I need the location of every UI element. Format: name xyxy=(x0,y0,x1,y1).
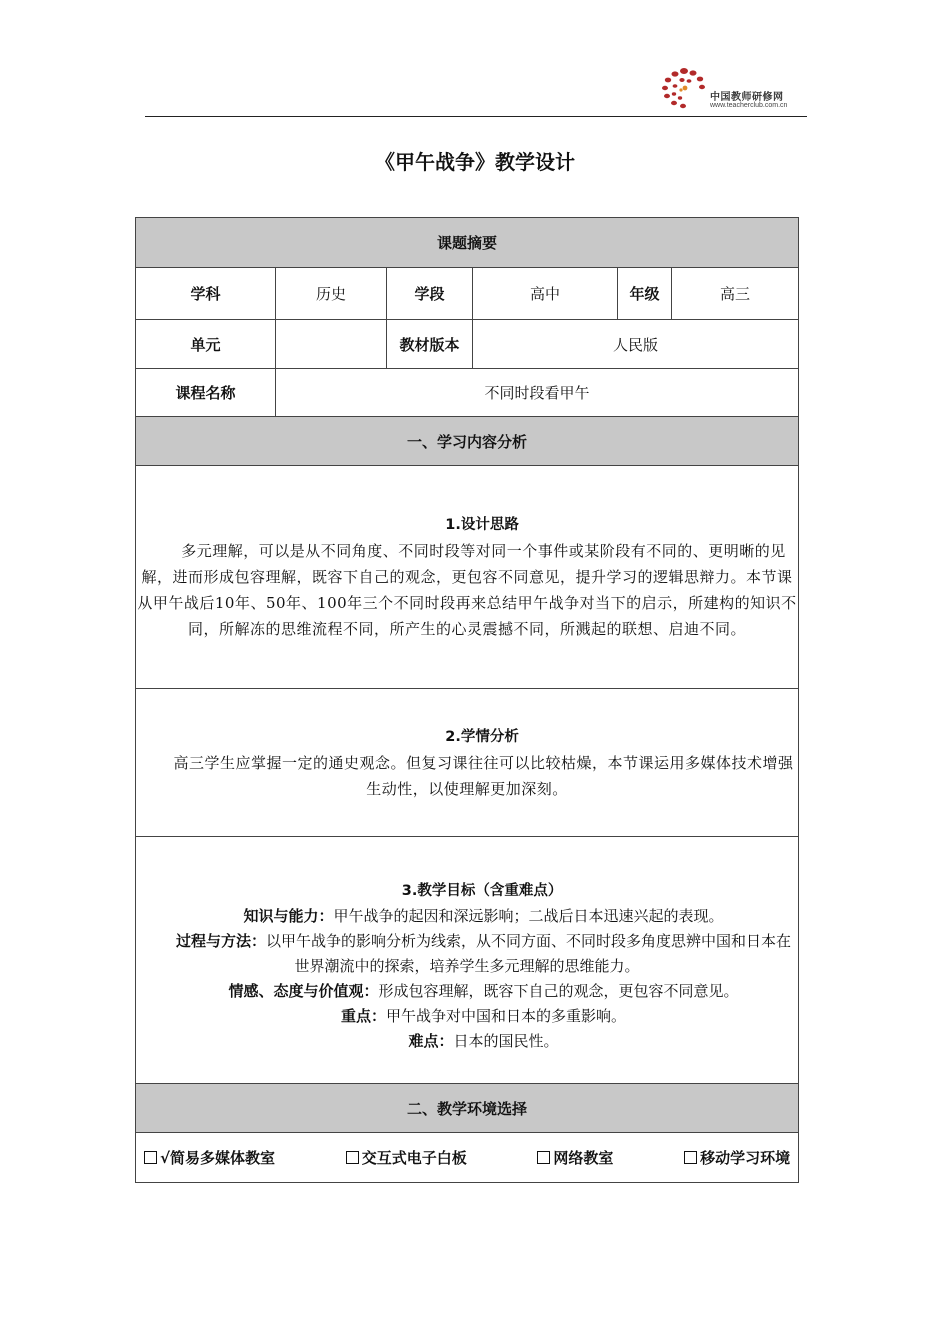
course-value: 不同时段看甲午 xyxy=(276,369,799,417)
subject-value: 历史 xyxy=(276,268,387,320)
goal-label: 情感、态度与价值观： xyxy=(228,981,379,1000)
header-divider xyxy=(145,116,807,117)
grade-label: 年级 xyxy=(618,268,672,320)
unit-label: 单元 xyxy=(136,320,276,369)
goal-text: 日本的国民性。 xyxy=(453,1031,559,1050)
goal-text: 甲午战争对中国和日本的多重影响。 xyxy=(386,1006,627,1025)
checkbox-icon xyxy=(346,1151,359,1164)
edition-value: 人民版 xyxy=(473,320,799,369)
course-label: 课程名称 xyxy=(136,369,276,417)
env-option-whiteboard[interactable]: 交互式电子白板 xyxy=(346,1147,467,1168)
edition-label: 教材版本 xyxy=(387,320,473,369)
stage-value: 高中 xyxy=(473,268,618,320)
environment-options xyxy=(136,1133,799,1183)
env-option-network-classroom[interactable]: 网络教室 xyxy=(537,1147,613,1168)
logo-url: www.teacherclub.com.cn xyxy=(710,102,788,109)
env-option-multimedia[interactable]: √简易多媒体教室 xyxy=(144,1147,275,1168)
goal-item xyxy=(136,1029,798,1054)
logo-mark-icon xyxy=(660,66,708,112)
checkbox-icon xyxy=(537,1151,550,1164)
stage-label: 学段 xyxy=(387,268,473,320)
teaching-goals-title: 3.教学目标（含重难点） xyxy=(401,882,563,899)
goal-label: 重点： xyxy=(341,1006,387,1025)
unit-value xyxy=(276,320,387,369)
document-title: 《甲午战争》教学设计 xyxy=(375,150,575,174)
env-option-mobile-learning[interactable]: 移动学习环境 xyxy=(684,1147,790,1168)
subject-label: 学科 xyxy=(136,268,276,320)
goal-label: 知识与能力： xyxy=(243,906,334,925)
goal-text: 形成包容理解，既容下自己的观念，更包容不同意见。 xyxy=(378,981,739,1000)
section1-heading: 一、学习内容分析 xyxy=(136,417,799,466)
checkbox-icon xyxy=(684,1151,697,1164)
goal-text: 甲午战争的起因和深远影响；二战后日本迅速兴起的表现。 xyxy=(333,906,724,925)
site-logo xyxy=(660,66,810,114)
design-idea-text: 多元理解，可以是从不同角度、不同时段等对同一个事件或某阶段有不同的、更明晰的见解，进而形成包容理解，既容下自己的观念，更包容不同意见，提升学习的逻辑思辩力。本节课从甲午战后10年、50年、100年三个不同时段再来总结甲午战争对当下的启示，所建构的知识不同，所解冻的思维流程不同，所产生的心灵震撼不同，所溅起的联想、启迪不同。 xyxy=(137,542,797,638)
design-idea-block xyxy=(136,466,799,689)
goal-item xyxy=(136,1004,798,1029)
design-table xyxy=(135,217,799,1183)
design-idea-title: 1.设计思路 xyxy=(445,517,519,533)
goal-text: 以甲午战争的影响分析为线索，从不同方面、不同时段多角度思辨中国和日本在世界潮流中的探索，培养学生多元理解的思维能力。 xyxy=(266,931,792,975)
goal-label: 过程与方法： xyxy=(176,931,267,950)
student-analysis-title: 2.学情分析 xyxy=(445,728,519,745)
section2-heading: 二、教学环境选择 xyxy=(136,1084,799,1133)
checkbox-icon xyxy=(144,1151,157,1164)
teaching-goals-block xyxy=(136,837,799,1084)
student-analysis-text: 高三学生应掌握一定的通史观念。但复习课往往可以比较枯燥，本节课运用多媒体技术增强生动性，以使理解更加深刻。 xyxy=(173,753,794,798)
goal-item xyxy=(136,929,798,979)
goal-item xyxy=(136,904,798,929)
student-analysis-block xyxy=(136,689,799,837)
grade-value: 高三 xyxy=(672,268,799,320)
summary-heading: 课题摘要 xyxy=(136,218,799,268)
goal-item xyxy=(136,979,798,1004)
goal-label: 难点： xyxy=(408,1031,454,1050)
logo-name: 中国教师研修网 xyxy=(710,92,784,103)
